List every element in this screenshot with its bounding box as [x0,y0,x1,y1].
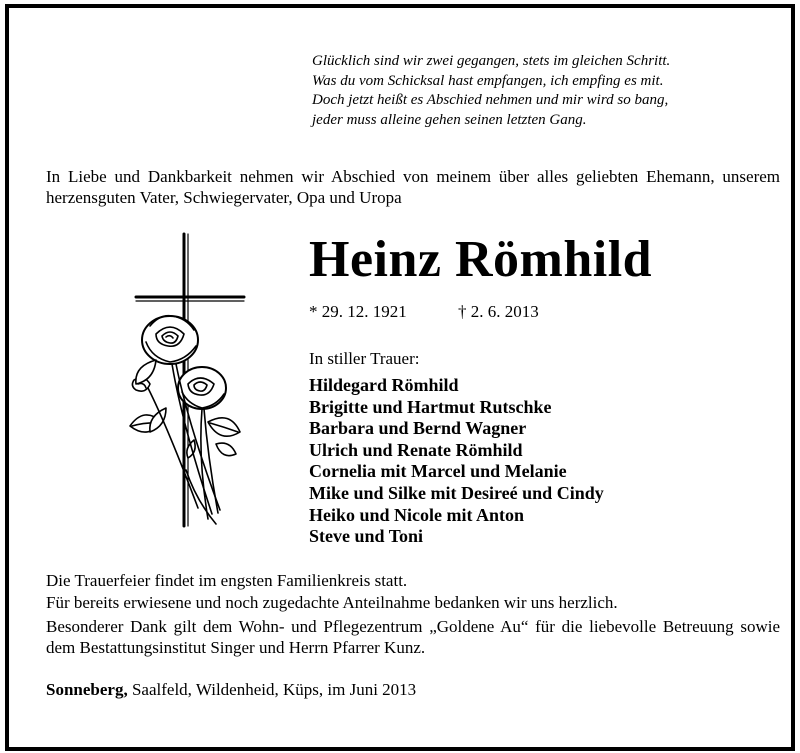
mourners-list [309,375,604,548]
mourner-name: Mike und Silke mit Desireé und Cindy [309,482,604,503]
mourner-name: Cornelia mit Marcel und Melanie [309,461,567,482]
ceremony-notice: Die Trauerfeier findet im engsten Familienkreis statt. [46,571,408,590]
footer-text [46,570,780,658]
intro-text: In Liebe und Dankbarkeit nehmen wir Abschied von meinem über alles geliebten Ehemann, unserem herzensguten Vater, Schwiegervater, Opa und Uropa [46,167,780,207]
cross-with-roses-icon [126,230,251,530]
poem-line: Was du vom Schicksal hast empfangen, ich empfing es mit. [312,72,664,89]
mourning-label: In stiller Trauer: [309,349,420,368]
special-thanks: Besonderer Dank gilt dem Wohn- und Pflegezentrum „Goldene Au“ für die liebevolle Betreuung sowie dem Bestattungsinstitut Singer und Herrn Pfarrer Kunz. [46,617,780,657]
place-others: Saalfeld, Wildenheid, Küps, im Juni 2013 [127,680,417,699]
life-dates [309,302,539,322]
death-date: † 2. 6. 2013 [458,302,539,321]
poem-line: Glücklich sind wir zwei gegangen, stets im gleichen Schritt. [312,53,671,69]
mourner-name: Steve und Toni [309,526,424,547]
mourner-name: Hildegard Römhild [309,375,459,395]
birth-date: * 29. 12. 1921 [309,302,407,321]
place-and-date [46,680,416,700]
mourner-name: Barbara und Bernd Wagner [309,418,527,439]
poem [312,52,670,130]
mourner-name: Brigitte und Hartmut Rutschke [309,396,552,417]
mourner-name: Heiko und Nicole mit Anton [309,504,525,525]
mourner-name: Ulrich und Renate Römhild [309,439,523,460]
poem-line: Doch jetzt heißt es Abschied nehmen und mir wird so bang, [312,92,669,108]
gratitude-notice: Für bereits erwiesene und noch zugedachte Anteilnahme bedanken wir uns herzlich. [46,593,618,612]
deceased-name: Heinz Römhild [309,231,653,288]
poem-line: jeder muss alleine gehen seinen letzten Gang. [312,111,587,128]
place-main: Sonneberg, [46,680,128,699]
